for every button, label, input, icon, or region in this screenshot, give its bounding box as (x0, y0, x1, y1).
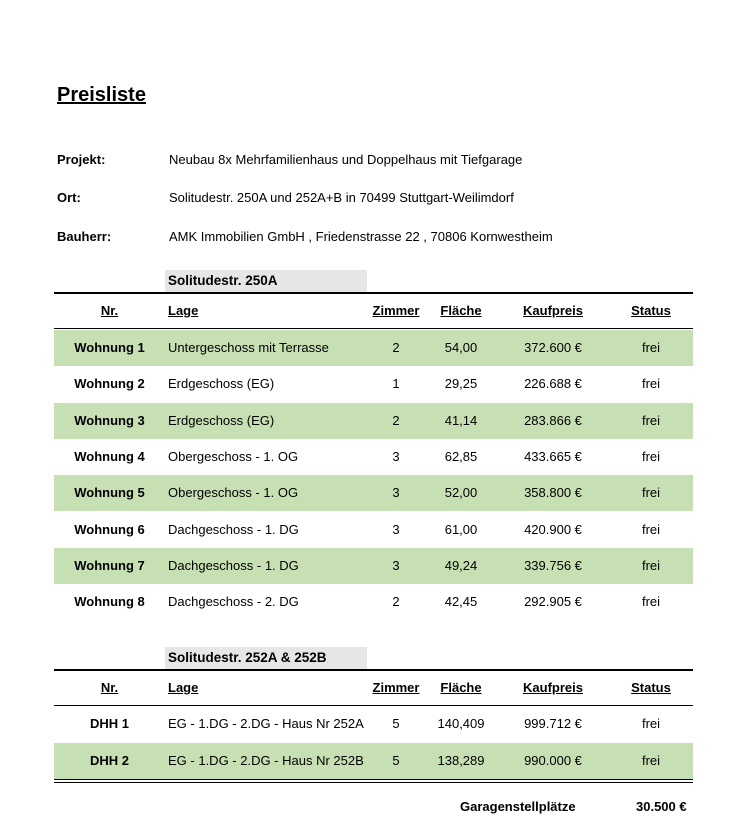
cell-flaeche: 54,00 (444, 340, 478, 355)
cell-kaufpreis: 226.688 € (524, 376, 582, 392)
cell-nr: Wohnung 3 (74, 412, 145, 428)
cell-kaufpreis: 999.712 € (524, 716, 582, 731)
cell-nr: Wohnung 1 (74, 340, 145, 355)
cell-status: frei (641, 594, 661, 610)
col-header-status: Status (631, 303, 671, 318)
cell-nr: Wohnung 5 (74, 485, 145, 501)
table-row (54, 403, 693, 439)
table-row (54, 512, 693, 548)
col-header-lage: Lage (168, 680, 199, 695)
cell-lage: EG - 1.DG - 2.DG - Haus Nr 252A (168, 716, 364, 731)
page-title: Preisliste (57, 84, 146, 106)
table2-bottom-rule-1 (54, 779, 693, 780)
garage-price: 30.500 € (636, 799, 687, 814)
table-row (54, 366, 693, 402)
cell-status: frei (641, 340, 661, 355)
cell-kaufpreis: 283.866 € (524, 412, 582, 428)
cell-flaeche: 52,00 (444, 485, 478, 501)
cell-lage: Untergeschoss mit Terrasse (168, 340, 329, 355)
garage-label: Garagenstellplätze (460, 799, 576, 814)
location-value: Solitudestr. 250A und 252A+B in 70499 Stuttgart-Weilimdorf (169, 190, 514, 205)
cell-flaeche: 41,14 (444, 412, 478, 428)
col-header-nr: Nr. (100, 680, 119, 695)
cell-lage: Obergeschoss - 1. OG (168, 485, 299, 501)
cell-flaeche: 42,45 (444, 594, 478, 610)
cell-kaufpreis: 292.905 € (524, 594, 582, 610)
section-title-252: Solitudestr. 252A & 252B (165, 647, 367, 669)
cell-lage: Dachgeschoss - 1. DG (168, 557, 299, 573)
cell-kaufpreis: 420.900 € (524, 521, 582, 537)
col-header-flaeche: Fläche (440, 680, 482, 695)
table-row (54, 475, 693, 511)
cell-zimmer: 5 (392, 716, 400, 731)
col-header-flaeche: Fläche (440, 303, 482, 318)
table-header-row (54, 297, 693, 325)
cell-lage: Erdgeschoss (EG) (168, 412, 275, 428)
table2-bottom-rule-2 (54, 782, 693, 783)
table-row (54, 330, 693, 366)
col-header-status: Status (631, 680, 671, 695)
cell-flaeche: 140,409 (437, 716, 485, 731)
cell-nr: DHH 1 (89, 716, 129, 731)
table-row (54, 743, 693, 779)
project-label: Projekt: (57, 152, 106, 167)
cell-nr: Wohnung 7 (74, 557, 145, 573)
cell-nr: DHH 2 (89, 752, 129, 768)
cell-flaeche: 62,85 (444, 448, 478, 464)
table-top-rule (54, 292, 693, 294)
col-header-kaufpreis: Kaufpreis (523, 680, 583, 695)
cell-lage: Obergeschoss - 1. OG (168, 448, 299, 464)
project-value: Neubau 8x Mehrfamilienhaus und Doppelhaus mit Tiefgarage (169, 152, 523, 167)
cell-flaeche: 138,289 (437, 752, 485, 768)
cell-nr: Wohnung 2 (74, 376, 145, 392)
builder-label: Bauherr: (57, 229, 112, 244)
cell-zimmer: 2 (392, 594, 400, 610)
cell-zimmer: 3 (392, 557, 400, 573)
col-header-kaufpreis: Kaufpreis (523, 303, 583, 318)
table2-header-row (54, 674, 693, 702)
builder-value: AMK Immobilien GmbH , Friedenstrasse 22 , 70806 Kornwestheim (169, 229, 553, 244)
col-header-zimmer: Zimmer (372, 680, 420, 695)
cell-zimmer: 3 (392, 448, 400, 464)
cell-flaeche: 29,25 (444, 376, 478, 392)
cell-nr: Wohnung 8 (74, 594, 145, 610)
location-label: Ort: (57, 190, 81, 205)
cell-kaufpreis: 433.665 € (524, 448, 582, 464)
cell-kaufpreis: 358.800 € (524, 485, 582, 501)
cell-zimmer: 3 (392, 521, 400, 537)
cell-status: frei (641, 448, 661, 464)
col-header-zimmer: Zimmer (372, 303, 420, 318)
cell-flaeche: 49,24 (444, 557, 478, 573)
cell-lage: EG - 1.DG - 2.DG - Haus Nr 252B (168, 752, 364, 768)
cell-kaufpreis: 990.000 € (524, 752, 582, 768)
cell-status: frei (641, 412, 661, 428)
col-header-lage: Lage (168, 303, 199, 318)
table-row (54, 584, 693, 620)
table-row (54, 548, 693, 584)
cell-kaufpreis: 372.600 € (524, 340, 582, 355)
cell-status: frei (641, 557, 661, 573)
cell-nr: Wohnung 6 (74, 521, 145, 537)
cell-status: frei (641, 376, 661, 392)
col-header-nr: Nr. (100, 303, 119, 318)
cell-status: frei (641, 752, 661, 768)
cell-lage: Erdgeschoss (EG) (168, 376, 275, 392)
table2-top-rule (54, 669, 693, 671)
cell-lage: Dachgeschoss - 1. DG (168, 521, 299, 537)
cell-zimmer: 2 (392, 340, 400, 355)
cell-zimmer: 2 (392, 412, 400, 428)
header-rule (54, 328, 693, 329)
cell-status: frei (641, 716, 661, 731)
cell-zimmer: 3 (392, 485, 400, 501)
cell-zimmer: 1 (392, 376, 400, 392)
cell-nr: Wohnung 4 (74, 448, 145, 464)
cell-kaufpreis: 339.756 € (524, 557, 582, 573)
table-row (54, 706, 693, 742)
cell-status: frei (641, 485, 661, 501)
section-title-250a: Solitudestr. 250A (165, 270, 367, 292)
cell-flaeche: 61,00 (444, 521, 478, 537)
cell-zimmer: 5 (392, 752, 400, 768)
cell-lage: Dachgeschoss - 2. DG (168, 594, 299, 610)
table-row (54, 439, 693, 475)
cell-status: frei (641, 521, 661, 537)
